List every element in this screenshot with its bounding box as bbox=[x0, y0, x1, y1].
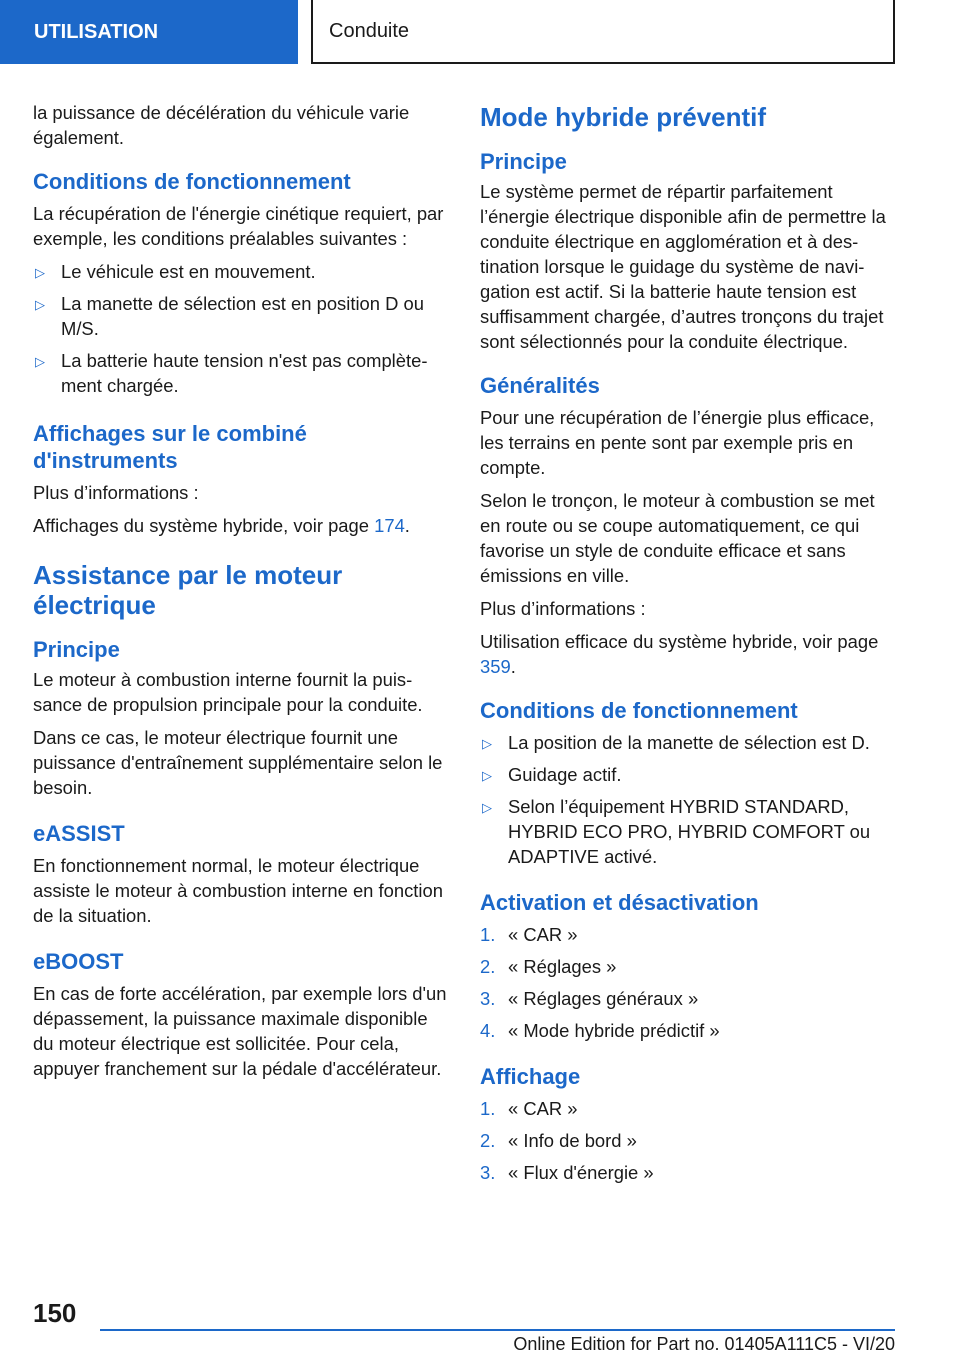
bullet-triangle-icon: ▷ bbox=[482, 800, 492, 815]
reference-end: . bbox=[404, 515, 410, 536]
generalites-reference bbox=[480, 629, 896, 679]
heading-affichage: Affichage bbox=[480, 1064, 581, 1089]
conditions-text: La récupération de l'énergie cinétique requiert, par exemple, les conditions préalables suivantes : bbox=[33, 203, 444, 249]
step-text: « Info de bord » bbox=[508, 1130, 637, 1151]
bullet-triangle-icon: ▷ bbox=[35, 297, 45, 312]
heading-conditions: Conditions de fonctionnement bbox=[33, 169, 351, 194]
heading-activation: Activation et désactivation bbox=[480, 890, 759, 915]
header-section-tab bbox=[0, 0, 298, 64]
generalites-text-3: Plus d’informations : bbox=[480, 598, 646, 619]
step-text: « Réglages » bbox=[508, 956, 617, 977]
numbered-step bbox=[480, 1096, 896, 1121]
numbered-step bbox=[480, 922, 896, 947]
numbered-step bbox=[480, 954, 896, 979]
footer-divider bbox=[100, 1329, 895, 1331]
list-item-text: La batterie haute tension n'est pas complètement chargée. bbox=[61, 350, 428, 396]
step-number: 2. bbox=[480, 956, 496, 977]
heading-assistance: Assistance par le moteur électrique bbox=[33, 560, 343, 620]
step-number: 1. bbox=[480, 924, 496, 945]
list-item-text: Guidage actif. bbox=[508, 764, 622, 785]
heading-affichages: Affichages sur le combiné d'instruments bbox=[33, 421, 307, 473]
step-number: 2. bbox=[480, 1130, 496, 1151]
step-number: 3. bbox=[480, 988, 496, 1009]
reference-text: Affichages du système hybride, voir page bbox=[33, 515, 375, 536]
affichages-reference bbox=[33, 513, 449, 538]
affichages-more-info: Plus d’informations : bbox=[33, 482, 199, 503]
header-section-label: UTILISATION bbox=[34, 20, 159, 43]
header-chapter-tab bbox=[311, 0, 895, 64]
bullet-triangle-icon: ▷ bbox=[482, 768, 492, 783]
eboost-text: En cas de forte accélération, par exemple lors d'un dépassement, la puissance maximale disponible du moteur électrique est sollicitée. Pour cela, appuyer franchement sur la pédale d'accélérateur. bbox=[33, 983, 447, 1079]
bullet-triangle-icon: ▷ bbox=[35, 354, 45, 369]
step-number: 1. bbox=[480, 1098, 496, 1119]
list-item bbox=[33, 291, 449, 341]
header-chapter-label: Conduite bbox=[329, 19, 410, 42]
principe-text-2: Dans ce cas, le moteur électrique fournit une puissance d'entraînement supplémentaire selon le besoin. bbox=[33, 727, 443, 798]
bullet-triangle-icon: ▷ bbox=[35, 265, 45, 280]
list-item bbox=[480, 730, 896, 755]
page-link[interactable]: 359 bbox=[480, 656, 511, 677]
heading-principe: Principe bbox=[480, 149, 567, 174]
numbered-step bbox=[480, 1018, 896, 1043]
heading-eboost: eBOOST bbox=[33, 949, 124, 974]
list-item bbox=[33, 259, 449, 284]
generalites-text-1: Pour une récupération de l’énergie plus efficace, les terrains en pente sont par exemple pris en compte. bbox=[480, 407, 875, 478]
step-text: « Flux d'énergie » bbox=[508, 1162, 654, 1183]
heading-mode-hybride: Mode hybride préventif bbox=[480, 102, 767, 132]
right-column bbox=[480, 100, 896, 1192]
list-item-text: Le véhicule est en mouvement. bbox=[61, 261, 316, 282]
page-link[interactable]: 174 bbox=[374, 515, 405, 536]
bullet-triangle-icon: ▷ bbox=[482, 736, 492, 751]
step-text: « CAR » bbox=[508, 924, 578, 945]
generalites-text-2: Selon le tronçon, le moteur à combustion se met en route ou se coupe automatiquement, ce qui favorise un style de conduite efficace et sans émissions en ville. bbox=[480, 490, 875, 586]
intro-text: la puissance de décélération du véhicule varie également. bbox=[33, 102, 410, 148]
step-number: 3. bbox=[480, 1162, 496, 1183]
principe-text-1: Le moteur à combustion interne fournit la puissance de propulsion principale pour la conduite. bbox=[33, 669, 423, 715]
numbered-step bbox=[480, 986, 896, 1011]
numbered-step bbox=[480, 1128, 896, 1153]
list-item bbox=[480, 762, 896, 787]
reference-end: . bbox=[510, 656, 516, 677]
footer-edition: Online Edition for Part no. 01405A111C5 - VI/20 bbox=[513, 1334, 895, 1354]
heading-principe: Principe bbox=[33, 637, 120, 662]
heading-generalites: Généralités bbox=[480, 373, 600, 398]
eassist-text: En fonctionnement normal, le moteur électrique assiste le moteur à combustion interne en fonction de la situation. bbox=[33, 855, 443, 926]
numbered-step bbox=[480, 1160, 896, 1185]
heading-eassist: eASSIST bbox=[33, 821, 125, 846]
list-item-text: La position de la manette de sélection est D. bbox=[508, 732, 870, 753]
step-text: « CAR » bbox=[508, 1098, 578, 1119]
list-item-text: Selon l’équipement HYBRID STANDARD, HYBRID ECO PRO, HYBRID COMFORT ou ADAPTIVE activé. bbox=[508, 796, 871, 867]
left-column bbox=[33, 100, 449, 1089]
step-number: 4. bbox=[480, 1020, 496, 1041]
principe-text: Le système permet de répartir parfaitement l’énergie électrique disponible afin de permettre la conduite électrique en agglomération et à destination lorsque le guidage du système de navigation est actif. Si la batterie haute tension est suffisamment chargée, d’autres tronçons du trajet sont sélectionnés pour la conduite électrique. bbox=[480, 181, 886, 352]
step-text: « Réglages généraux » bbox=[508, 988, 699, 1009]
step-text: « Mode hybride prédictif » bbox=[508, 1020, 720, 1041]
list-item-text: La manette de sélection est en position D ou M/S. bbox=[61, 293, 424, 339]
reference-text: Utilisation efficace du système hybride, voir page bbox=[480, 631, 879, 652]
page-number: 150 bbox=[33, 1298, 77, 1328]
list-item bbox=[480, 794, 896, 869]
heading-conditions: Conditions de fonctionnement bbox=[480, 698, 798, 723]
list-item bbox=[33, 348, 449, 398]
